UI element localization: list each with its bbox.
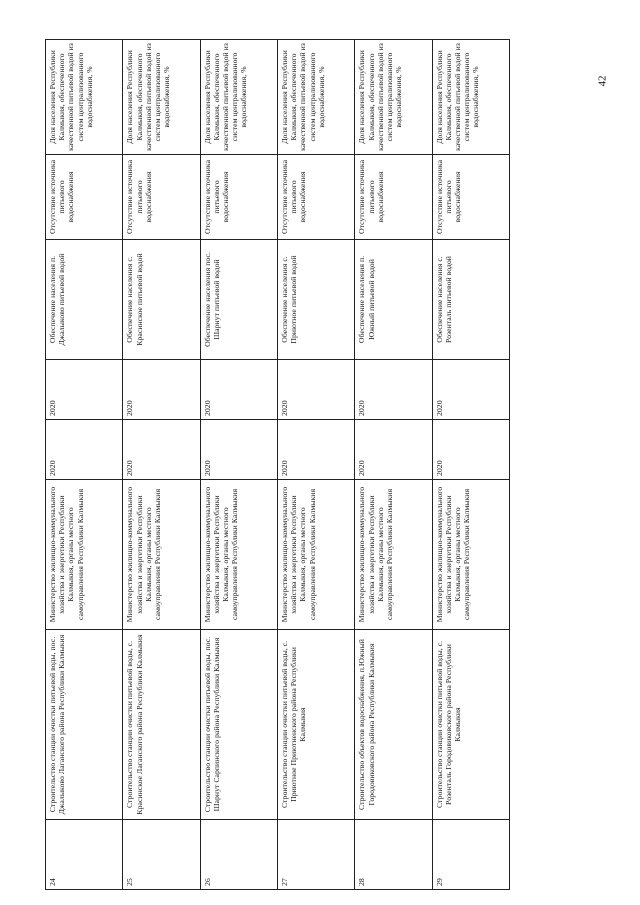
row-number-cell: 28: [355, 820, 432, 890]
end-year-cell: 2020: [277, 360, 354, 420]
table-row: [277, 40, 354, 890]
target-indicator-cell: Доля населения Республики Калмыкия, обеспеченного качественной питьевой водой из систем централизованного водоснабжения, %: [277, 40, 354, 155]
table-row: [200, 40, 277, 890]
problem-description-cell: Отсутствие источника питьевого водоснабжения: [200, 155, 277, 240]
end-year-cell: 2020: [355, 360, 432, 420]
end-year-cell: 2020: [432, 360, 509, 420]
page-number: 42: [596, 75, 609, 87]
responsible-executor-cell: Министерство жилищно-коммунального хозяйства и энергетики Республики Калмыкия, органы местного самоуправления Республики Калмыкия: [46, 480, 123, 630]
problem-description-cell: Отсутствие источника питьевого водоснабжения: [277, 155, 354, 240]
start-year-cell: 2020: [432, 420, 509, 480]
target-indicator-cell: Доля населения Республики Калмыкия, обеспеченного качественной питьевой водой из систем централизованного водоснабжения, %: [355, 40, 432, 155]
table-row: [123, 40, 200, 890]
row-number-cell: 25: [123, 820, 200, 890]
start-year-cell: 2020: [200, 420, 277, 480]
start-year-cell: 2020: [355, 420, 432, 480]
goal-description-cell: Обеспечение населения п. Южный питьевой водой: [355, 240, 432, 360]
construction-object-cell: Строительство объектов водоснабжения, п.Южный Городовиковского района Республики Калмыкия: [355, 630, 432, 820]
start-year-cell: 2020: [46, 420, 123, 480]
goal-description-cell: Обеспечение населения п. Джалыково питьевой водой: [46, 240, 123, 360]
construction-object-cell: Строительство станции очистки питьевой воды, с. Розенталь Городовиковского района Республики Калмыкия: [432, 630, 509, 820]
table-row: [46, 40, 123, 890]
projects-table: [45, 39, 510, 890]
responsible-executor-cell: Министерство жилищно-коммунального хозяйства и энергетики Республики Калмыкия, органы местного самоуправления Республики Калмыкия: [200, 480, 277, 630]
construction-object-cell: Строительство станции очистки питьевой воды, пос. Шарнут Сарпинского района Республики Калмыкия: [200, 630, 277, 820]
problem-description-cell: Отсутствие источника питьевого водоснабжения: [355, 155, 432, 240]
construction-object-cell: Строительство станции очистки питьевой воды, с. Красинское Лаганского района Республики Калмыкия: [123, 630, 200, 820]
construction-object-cell: Строительство станции очистки питьевой воды, с. Приютное Приютненского района Республики Калмыкия: [277, 630, 354, 820]
problem-description-cell: Отсутствие источника питьевого водоснабжения: [432, 155, 509, 240]
row-number-cell: 29: [432, 820, 509, 890]
construction-object-cell: Строительство станции очистки питьевой воды, пос. Джалыково Лаганского района Республики Калмыкия: [46, 630, 123, 820]
table-row: [432, 40, 509, 890]
end-year-cell: 2020: [46, 360, 123, 420]
responsible-executor-cell: Министерство жилищно-коммунального хозяйства и энергетики Республики Калмыкия, органы местного самоуправления Республики Калмыкия: [277, 480, 354, 630]
rotated-table-wrapper: [45, 40, 510, 890]
responsible-executor-cell: Министерство жилищно-коммунального хозяйства и энергетики Республики Калмыкия, органы местного самоуправления Республики Калмыкия: [355, 480, 432, 630]
start-year-cell: 2020: [277, 420, 354, 480]
goal-description-cell: Обеспечение населения с. Красинское питьевой водой: [123, 240, 200, 360]
goal-description-cell: Обеспечение населения пос. Шарнут питьевой водой: [200, 240, 277, 360]
problem-description-cell: Отсутствие источника питьевого водоснабжения: [123, 155, 200, 240]
row-number-cell: 27: [277, 820, 354, 890]
start-year-cell: 2020: [123, 420, 200, 480]
responsible-executor-cell: Министерство жилищно-коммунального хозяйства и энергетики Республики Калмыкия, органы местного самоуправления Республики Калмыкия: [432, 480, 509, 630]
row-number-cell: 26: [200, 820, 277, 890]
goal-description-cell: Обеспечение населения с. Розенталь питьевой водой: [432, 240, 509, 360]
table-row: [355, 40, 432, 890]
end-year-cell: 2020: [123, 360, 200, 420]
problem-description-cell: Отсутствие источника питьевого водоснабжения: [46, 155, 123, 240]
target-indicator-cell: Доля населения Республики Калмыкия, обеспеченного качественной питьевой водой из систем централизованного водоснабжения, %: [200, 40, 277, 155]
responsible-executor-cell: Министерство жилищно-коммунального хозяйства и энергетики Республики Калмыкия, органы местного самоуправления Республики Калмыкия: [123, 480, 200, 630]
target-indicator-cell: Доля населения Республики Калмыкия, обеспеченного качественной питьевой водой из систем централизованного водоснабжения, %: [123, 40, 200, 155]
target-indicator-cell: Доля населения Республики Калмыкия, обеспеченного качественной питьевой водой из систем централизованного водоснабжения, %: [432, 40, 509, 155]
row-number-cell: 24: [46, 820, 123, 890]
end-year-cell: 2020: [200, 360, 277, 420]
goal-description-cell: Обеспечение населения с. Приютное питьевой водой: [277, 240, 354, 360]
target-indicator-cell: Доля населения Республики Калмыкия, обеспеченного качественной питьевой водой из систем централизованного водоснабжения, %: [46, 40, 123, 155]
